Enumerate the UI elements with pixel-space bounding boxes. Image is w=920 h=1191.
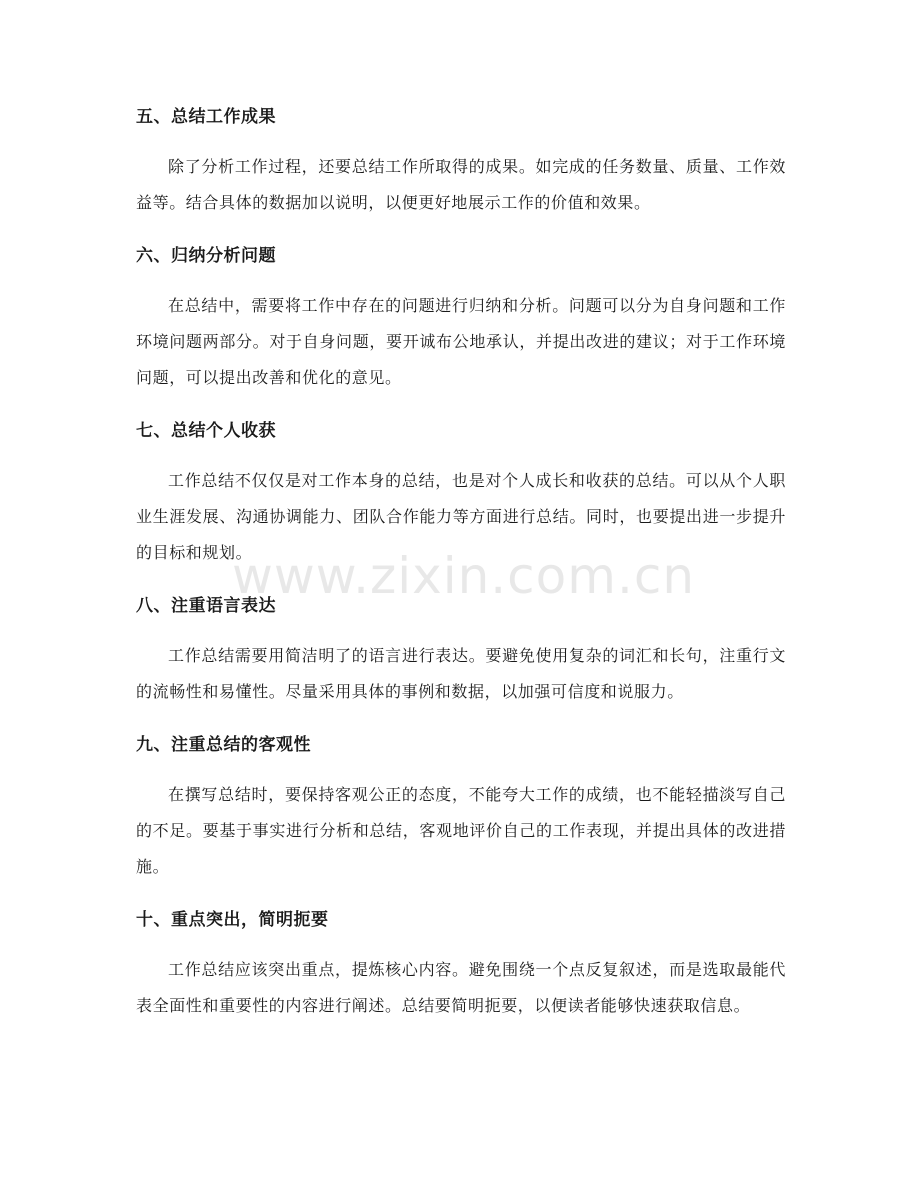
- section-heading: 六、归纳分析问题: [136, 246, 276, 266]
- watermark: www.zixin.com.cn: [232, 547, 696, 605]
- section-heading: 八、注重语言表达: [136, 596, 276, 616]
- section-8: [136, 593, 786, 710]
- section-heading: 五、总结工作成果: [136, 107, 276, 127]
- section-heading: 十、重点突出，简明扼要: [136, 910, 329, 930]
- section-7: [136, 418, 786, 571]
- section-6: [136, 243, 786, 396]
- section-paragraph: 在总结中，需要将工作中存在的问题进行归纳和分析。问题可以分为自身问题和工作环境问题两部分。对于自身问题，要开诚布公地承认，并提出改进的建议；对于工作环境问题，可以提出改善和优化的意见。: [136, 296, 786, 387]
- section-5: [136, 104, 786, 221]
- section-heading: 七、总结个人收获: [136, 421, 276, 441]
- section-paragraph: 工作总结应该突出重点，提炼核心内容。避免围绕一个点反复叙述，而是选取最能代表全面性和重要性的内容进行阐述。总结要简明扼要，以便读者能够快速获取信息。: [136, 960, 786, 1015]
- section-paragraph: 在撰写总结时，要保持客观公正的态度，不能夸大工作的成绩，也不能轻描淡写自己的不足。要基于事实进行分析和总结，客观地评价自己的工作表现，并提出具体的改进措施。: [136, 785, 786, 876]
- document-content: [136, 104, 786, 1046]
- section-10: [136, 907, 786, 1024]
- section-heading: 九、注重总结的客观性: [136, 735, 311, 755]
- section-9: [136, 732, 786, 885]
- section-paragraph: 除了分析工作过程，还要总结工作所取得的成果。如完成的任务数量、质量、工作效益等。结合具体的数据加以说明，以便更好地展示工作的价值和效果。: [136, 157, 786, 212]
- section-paragraph: 工作总结需要用简洁明了的语言进行表达。要避免使用复杂的词汇和长句，注重行文的流畅性和易懂性。尽量采用具体的事例和数据，以加强可信度和说服力。: [136, 646, 786, 701]
- section-paragraph: 工作总结不仅仅是对工作本身的总结，也是对个人成长和收获的总结。可以从个人职业生涯发展、沟通协调能力、团队合作能力等方面进行总结。同时，也要提出进一步提升的目标和规划。: [136, 471, 786, 562]
